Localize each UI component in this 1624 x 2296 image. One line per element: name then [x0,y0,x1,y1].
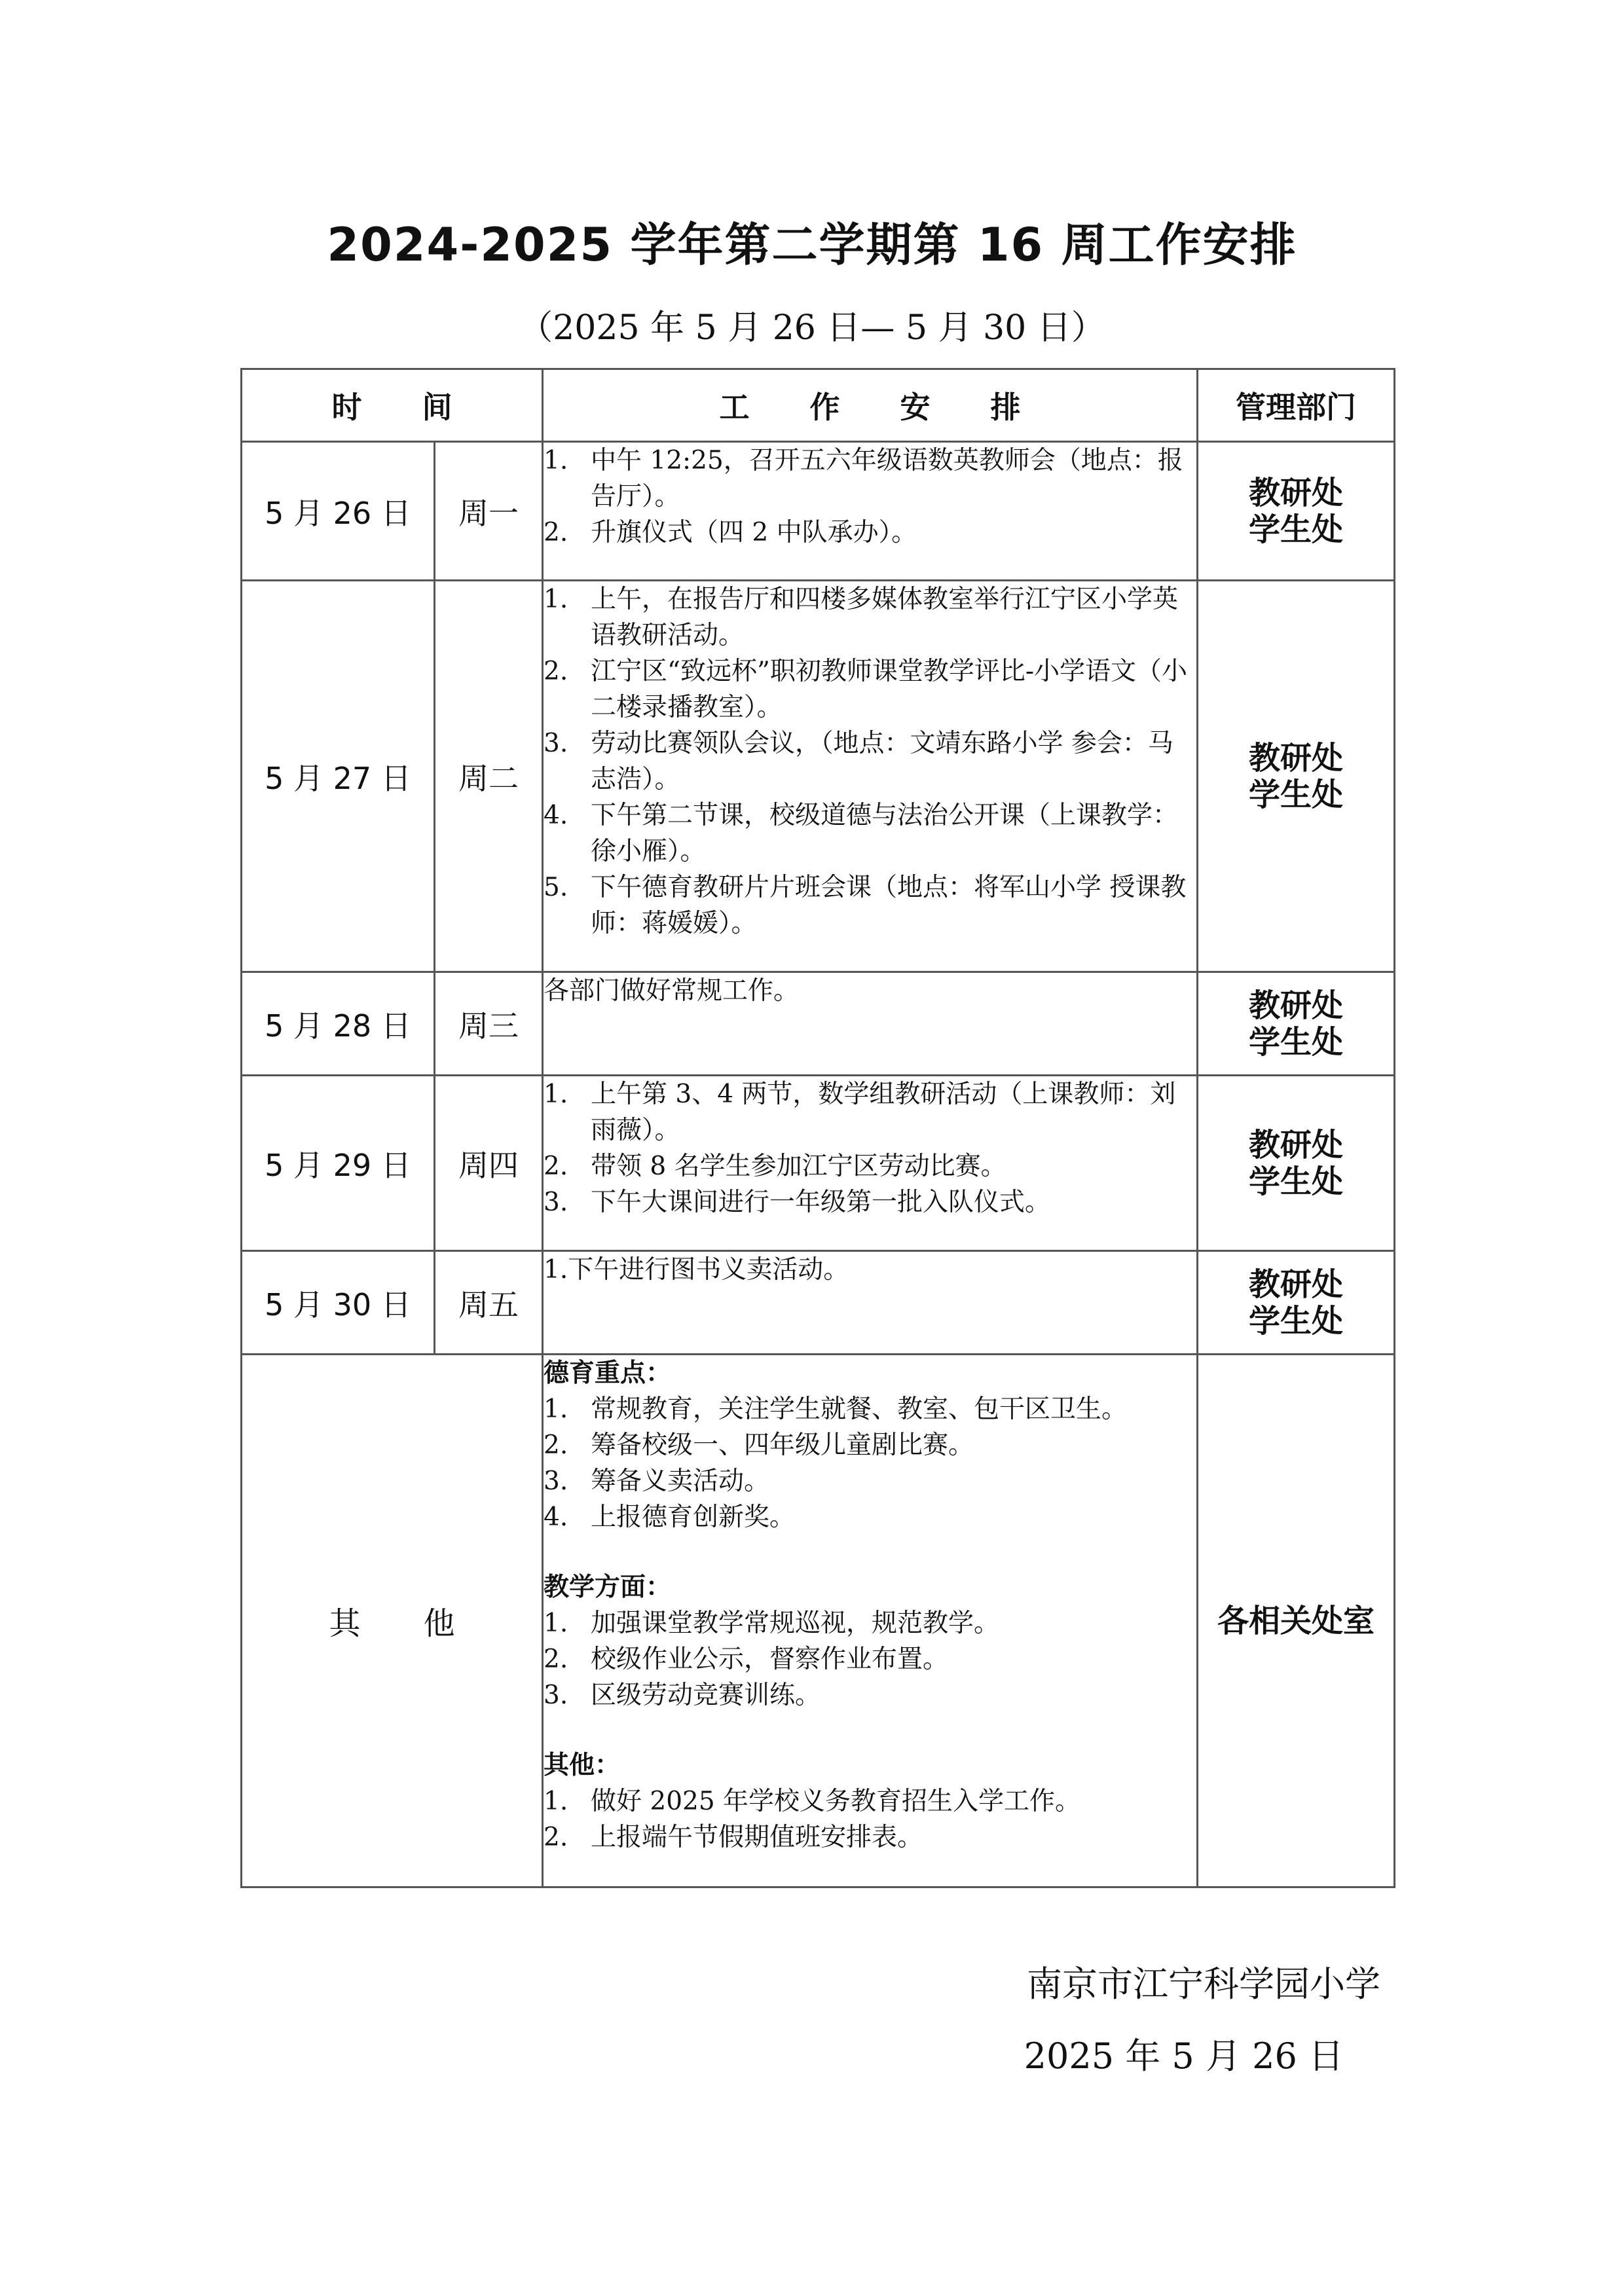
work-text: 各部门做好常规工作。 [544,976,800,1006]
page-title: 2024-2025 学年第二学期第 16 周工作安排 [327,218,1297,272]
header-dept: 管理部门 [1198,369,1395,442]
table-row [242,1076,1395,1251]
item-text: 中午 12:25，召开五六年级语数英教师会（地点：报告厅）。 [591,446,1183,511]
list-item [544,1605,1196,1641]
row-day: 周二 [435,581,543,972]
item-number: 2. [544,1430,568,1460]
item-number: 2. [544,1152,568,1181]
section-heading-teaching: 教学方面： [544,1573,672,1602]
schedule-table [240,368,1395,1888]
item-text: 筹备校级一、四年级儿童剧比赛。 [591,1430,974,1460]
item-number: 1. [544,1394,568,1424]
item-text: 做好 2025 年学校义务教育招生入学工作。 [591,1787,1081,1816]
item-text: 下午德育教研片片班会课（地点：将军山小学 授课教师：蒋媛媛）。 [591,873,1187,938]
list-item [544,1427,1196,1463]
item-number: 3. [544,1188,568,1217]
other-dept: 各相关处室 [1198,1355,1395,1887]
dept-name: 学生处 [1248,511,1343,548]
table-row [242,442,1395,581]
item-number: 2. [544,1823,568,1852]
other-label: 其 他 [242,1355,543,1887]
list-item [544,1677,1196,1713]
work-text: 1.下午进行图书义卖活动。 [544,1255,849,1285]
item-text: 校级作业公示，督察作业布置。 [591,1645,949,1674]
row-day: 周一 [435,442,543,581]
row-date: 5 月 28 日 [242,972,435,1076]
list-item [544,653,1196,725]
header-time: 时 间 [242,369,543,442]
list-item [544,1819,1196,1855]
list-item [544,581,1196,653]
dept-name: 教研处 [1248,474,1343,511]
item-number: 2. [544,1645,568,1674]
list-item [544,1641,1196,1677]
dept-name: 教研处 [1248,1266,1343,1303]
header-work: 工 作 安 排 [543,369,1198,442]
list-item [544,869,1196,941]
row-day: 周五 [435,1251,543,1355]
section-heading-moral: 德育重点： [544,1358,672,1388]
item-text: 上报端午节假期值班安排表。 [591,1823,923,1852]
item-number: 2. [544,657,568,686]
list-item [544,1783,1196,1819]
list-item [544,1391,1196,1427]
dept-name: 教研处 [1248,1126,1343,1163]
item-text: 下午大课间进行一年级第一批入队仪式。 [591,1188,1051,1217]
item-number: 1. [544,585,568,614]
dept-name: 学生处 [1248,1163,1343,1200]
item-text: 加强课堂教学常规巡视，规范教学。 [591,1609,1000,1638]
row-dept [1198,972,1395,1076]
signature-date: 2025 年 5 月 26 日 [1024,2035,1344,2077]
row-dept [1198,442,1395,581]
item-text: 下午第二节课，校级道德与法治公开课（上课教学：徐小雁）。 [591,801,1179,866]
item-text: 上午，在报告厅和四楼多媒体教室举行江宁区小学英语教研活动。 [591,585,1179,650]
table-row [242,1251,1395,1355]
list-item [544,1148,1196,1184]
item-text: 常规教育，关注学生就餐、教室、包干区卫生。 [591,1394,1128,1424]
signature-school: 南京市江宁科学园小学 [1027,1963,1380,2005]
row-dept [1198,1251,1395,1355]
row-work [543,972,1198,1076]
dept-name: 学生处 [1248,1023,1343,1061]
item-text: 上报德育创新奖。 [591,1503,796,1532]
row-work [543,1251,1198,1355]
list-item [544,1076,1196,1148]
row-day: 周四 [435,1076,543,1251]
row-work [543,1076,1198,1251]
list-item [544,1184,1196,1220]
row-work [543,581,1198,972]
item-number: 1. [544,1080,568,1109]
row-work [543,442,1198,581]
dept-name: 教研处 [1248,987,1343,1024]
dept-name: 学生处 [1248,776,1343,813]
table-row [242,972,1395,1076]
item-number: 4. [544,801,568,830]
item-number: 3. [544,1467,568,1496]
item-number: 4. [544,1503,568,1532]
item-number: 1. [544,1609,568,1638]
item-number: 3. [544,729,568,758]
dept-name: 教研处 [1248,739,1343,776]
item-number: 3. [544,1681,568,1710]
list-item [544,515,1196,551]
list-item [544,797,1196,869]
list-item [544,1463,1196,1499]
other-work [543,1355,1198,1887]
item-text: 区级劳动竞赛训练。 [591,1681,821,1710]
item-text: 升旗仪式（四 2 中队承办）。 [591,518,917,547]
table-row-other [242,1355,1395,1887]
dept-name: 学生处 [1248,1302,1343,1339]
row-date: 5 月 30 日 [242,1251,435,1355]
item-number: 5. [544,873,568,902]
date-range-subtitle: （2025 年 5 月 26 日— 5 月 30 日） [519,308,1105,348]
list-item [544,725,1196,797]
table-header-row [242,369,1395,442]
item-text: 江宁区“致远杯”职初教师课堂教学评比-小学语文（小二楼录播教室）。 [591,657,1188,722]
row-dept [1198,581,1395,972]
item-text: 筹备义卖活动。 [591,1467,770,1496]
row-dept [1198,1076,1395,1251]
list-item [544,443,1196,515]
item-text: 劳动比赛领队会议，（地点：文靖东路小学 参会：马志浩）。 [591,729,1173,794]
item-text: 带领 8 名学生参加江宁区劳动比赛。 [591,1152,1006,1181]
row-date: 5 月 27 日 [242,581,435,972]
item-number: 1. [544,446,568,475]
row-date: 5 月 26 日 [242,442,435,581]
item-text: 上午第 3、4 两节，数学组教研活动（上课教师：刘雨薇）。 [591,1080,1176,1145]
row-day: 周三 [435,972,543,1076]
row-date: 5 月 29 日 [242,1076,435,1251]
table-row [242,581,1395,972]
item-number: 1. [544,1787,568,1816]
section-heading-misc: 其他： [544,1751,621,1780]
item-number: 2. [544,518,568,547]
list-item [544,1499,1196,1535]
